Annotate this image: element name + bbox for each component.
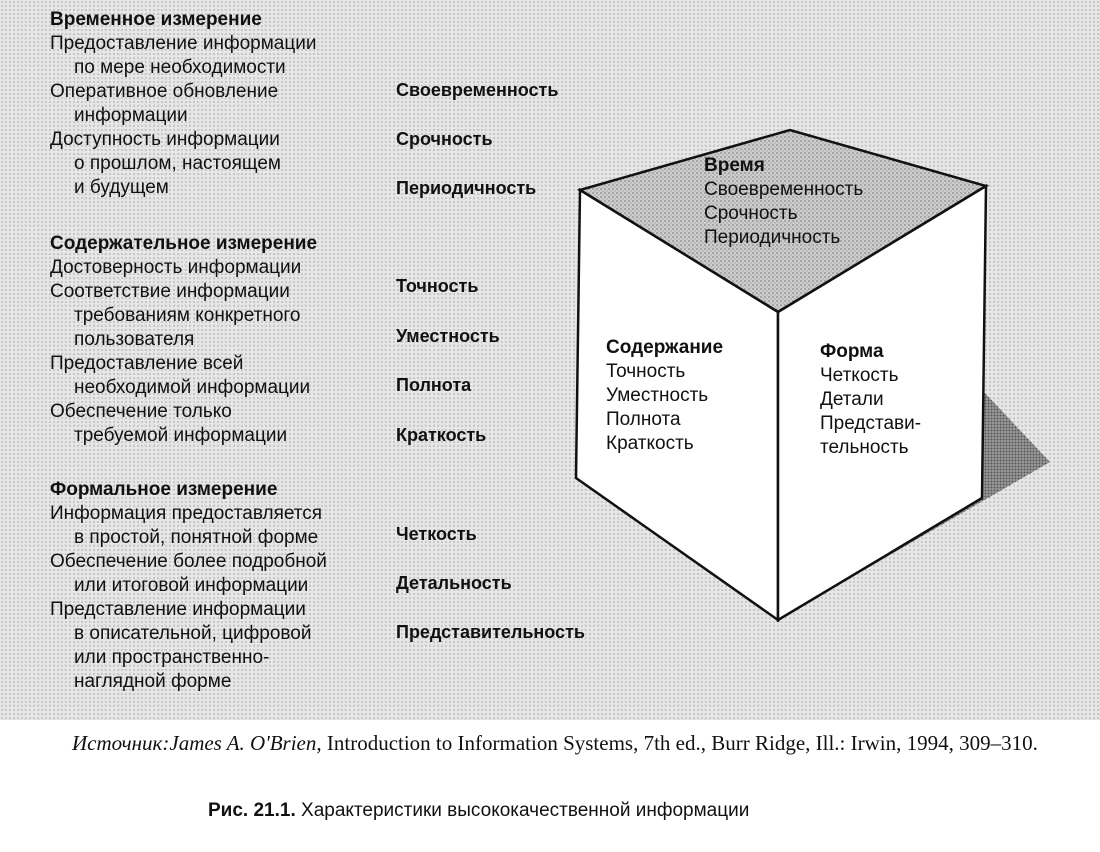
attribute-brevity: Краткость [396, 425, 487, 445]
cube-top-item: Периодичность [704, 227, 841, 248]
time-item-line: информации [74, 105, 188, 126]
cube-side-item: Детали [820, 389, 884, 410]
cube-front-title: Содержание [606, 337, 724, 358]
attribute-timeliness: Своевременность [396, 80, 559, 100]
content-item-line: требуемой информации [74, 425, 288, 446]
form-item-line: наглядной форме [74, 671, 232, 692]
attribute-presentation: Представительность [396, 622, 585, 642]
form-item-line: Обеспечение более подробной [50, 551, 327, 572]
time-item-line: о прошлом, настоящем [74, 153, 281, 174]
attribute-clarity: Четкость [396, 524, 477, 544]
cube-top-item: Своевременность [704, 179, 864, 200]
time-item-line: Предоставление информации [50, 33, 317, 54]
content-dimension-block [50, 232, 317, 448]
figure-caption [208, 800, 749, 822]
form-item-line: или пространственно- [74, 647, 270, 668]
cube-front-label [606, 336, 723, 456]
time-item-line: Доступность информации [50, 129, 280, 150]
attribute-urgency: Срочность [396, 129, 493, 149]
content-item-line: Соответствие информации [50, 281, 290, 302]
time-dimension-title: Временное измерение [50, 9, 262, 30]
cube-side-title: Форма [820, 341, 884, 362]
cube-side-item: Представи- [820, 413, 922, 434]
form-item-line: в описательной, цифровой [74, 623, 312, 644]
figure-caption-text: Характеристики высококачественной информации [295, 800, 750, 821]
cube-side-label [820, 340, 921, 460]
source-rest: Introduction to Information Systems, 7th ed., Burr Ridge, Ill.: Irwin, 1994, 309–310. [321, 731, 1038, 755]
content-item-line: Обеспечение только [50, 401, 232, 422]
attribute-accuracy: Точность [396, 276, 479, 296]
cube-front-item: Краткость [606, 433, 694, 454]
form-dimension-title: Формальное измерение [50, 479, 278, 500]
cube-front-item: Точность [606, 361, 686, 382]
source-prefix: Источник: [72, 731, 170, 755]
time-item-line: по мере необходимости [74, 57, 286, 78]
content-item-line: пользователя [74, 329, 195, 350]
attribute-periodicity: Периодичность [396, 178, 537, 198]
attribute-relevance: Уместность [396, 326, 500, 346]
cube-front-item: Полнота [606, 409, 681, 430]
time-dimension-block [50, 8, 316, 200]
cube-top-item: Срочность [704, 203, 798, 224]
attribute-detail: Детальность [396, 573, 512, 593]
attribute-completeness: Полнота [396, 375, 472, 395]
content-dimension-title: Содержательное измерение [50, 233, 318, 254]
form-dimension-block [50, 478, 327, 694]
content-item-line: требованиям конкретного [74, 305, 301, 326]
form-item-line: Представление информации [50, 599, 306, 620]
cube-side-item: тельность [820, 437, 909, 458]
form-item-line: Информация предоставляется [50, 503, 323, 524]
time-item-line: и будущем [74, 177, 169, 198]
form-item-line: или итоговой информации [74, 575, 309, 596]
content-item-line: Достоверность информации [50, 257, 302, 278]
source-citation [72, 730, 1072, 757]
cube-top-label [704, 154, 863, 250]
form-item-line: в простой, понятной форме [74, 527, 319, 548]
figure-number: Рис. 21.1. [208, 800, 296, 821]
source-author: James A. O'Brien, [169, 731, 322, 755]
content-item-line: необходимой информации [74, 377, 311, 398]
cube-top-title: Время [704, 155, 765, 176]
cube-side-item: Четкость [820, 365, 899, 386]
time-item-line: Оперативное обновление [50, 81, 279, 102]
cube-front-item: Уместность [606, 385, 709, 406]
content-item-line: Предоставление всей [50, 353, 244, 374]
